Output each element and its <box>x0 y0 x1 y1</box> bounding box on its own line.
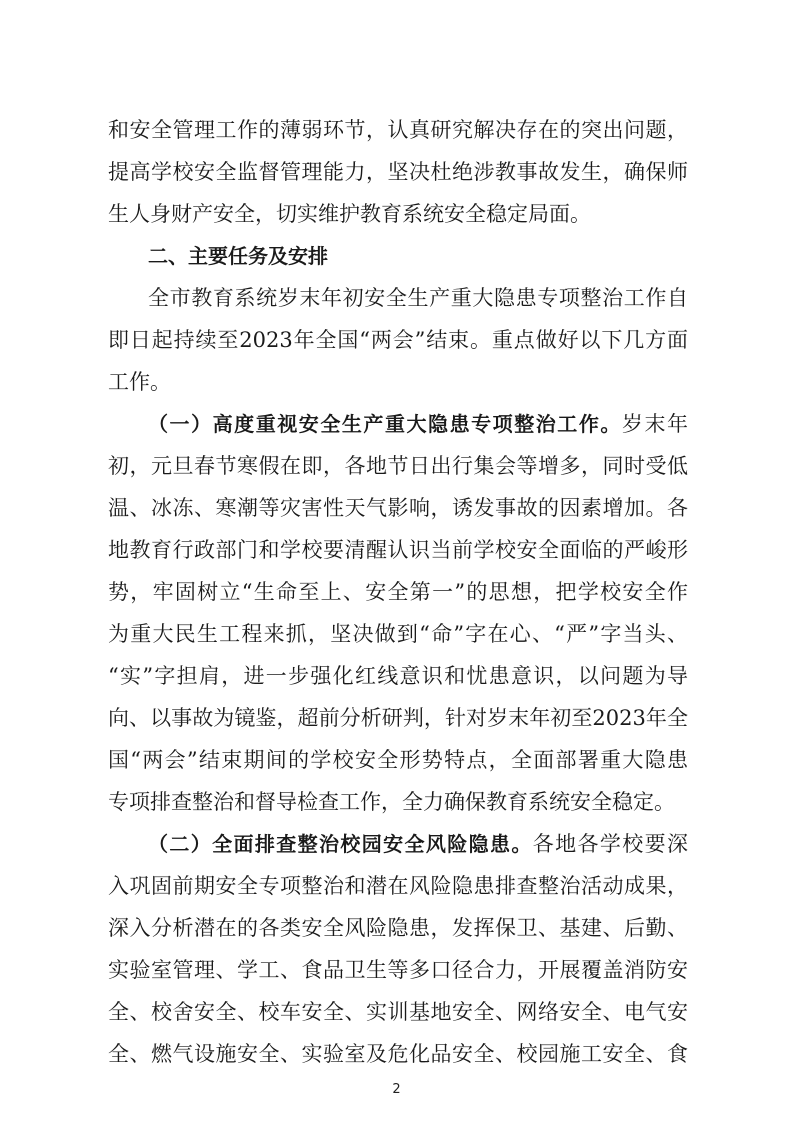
item-first-line <box>148 824 688 864</box>
paragraph-line: 初，元旦春节寒假在即，各地节日出行集会等增多，同时受低 <box>108 454 688 478</box>
paragraph-line: 全、校舍安全、校车安全、实训基地安全、网络安全、电气安 <box>108 1000 688 1024</box>
paragraph-line: 生人身财产安全，切实维护教育系统安全稳定局面。 <box>108 202 591 226</box>
item-text: 岁末年 <box>621 412 689 436</box>
paragraph-line: 入巩固前期安全专项整治和潜在风险隐患排查整治活动成果， <box>108 874 688 898</box>
paragraph-line: 向、以事故为镜鉴，超前分析研判，针对岁末年初至2023年全 <box>108 706 688 730</box>
item-text: 各地各学校要深 <box>532 832 688 856</box>
paragraph-line: 提高学校安全监督管理能力，坚决杜绝涉教事故发生，确保师 <box>108 160 688 184</box>
paragraph-line: “实”字担肩，进一步强化红线意识和忧患意识，以问题为导 <box>108 664 688 688</box>
paragraph-line: 全市教育系统岁末年初安全生产重大隐患专项整治工作自 <box>148 286 688 310</box>
paragraph-line: 专项排查整治和督导检查工作，全力确保教育系统安全稳定。 <box>108 790 675 814</box>
paragraph-line: 深入分析潜在的各类安全风险隐患，发挥保卫、基建、后勤、 <box>108 916 688 940</box>
paragraph-line: 地教育行政部门和学校要清醒认识当前学校安全面临的严峻形 <box>108 538 688 562</box>
paragraph-line: 全、燃气设施安全、实验室及危化品安全、校园施工安全、食 <box>108 1042 688 1066</box>
paragraph-line: 势，牢固树立“生命至上、安全第一”的思想，把学校安全作 <box>108 580 688 604</box>
paragraph-line: 为重大民生工程来抓，坚决做到“命”字在心、“严”字当头、 <box>108 622 688 646</box>
page-number: 2 <box>392 1082 401 1097</box>
item-title: （二）全面排查整治校园安全风险隐患。 <box>148 832 533 856</box>
paragraph-line: 国“两会”结束期间的学校安全形势特点，全面部署重大隐患 <box>108 748 688 772</box>
section-heading: 二、主要任务及安排 <box>148 244 328 268</box>
paragraph-line: 工作。 <box>108 370 171 394</box>
paragraph-line: 实验室管理、学工、食品卫生等多口径合力，开展覆盖消防安 <box>108 958 688 982</box>
paragraph-line: 和安全管理工作的薄弱环节，认真研究解决存在的突出问题， <box>108 118 688 142</box>
paragraph-line: 温、冰冻、寒潮等灾害性天气影响，诱发事故的因素增加。各 <box>108 496 688 520</box>
item-first-line <box>148 404 688 444</box>
item-title: （一）高度重视安全生产重大隐患专项整治工作。 <box>148 412 622 436</box>
paragraph-line: 即日起持续至2023年全国“两会”结束。重点做好以下几方面 <box>108 328 688 352</box>
